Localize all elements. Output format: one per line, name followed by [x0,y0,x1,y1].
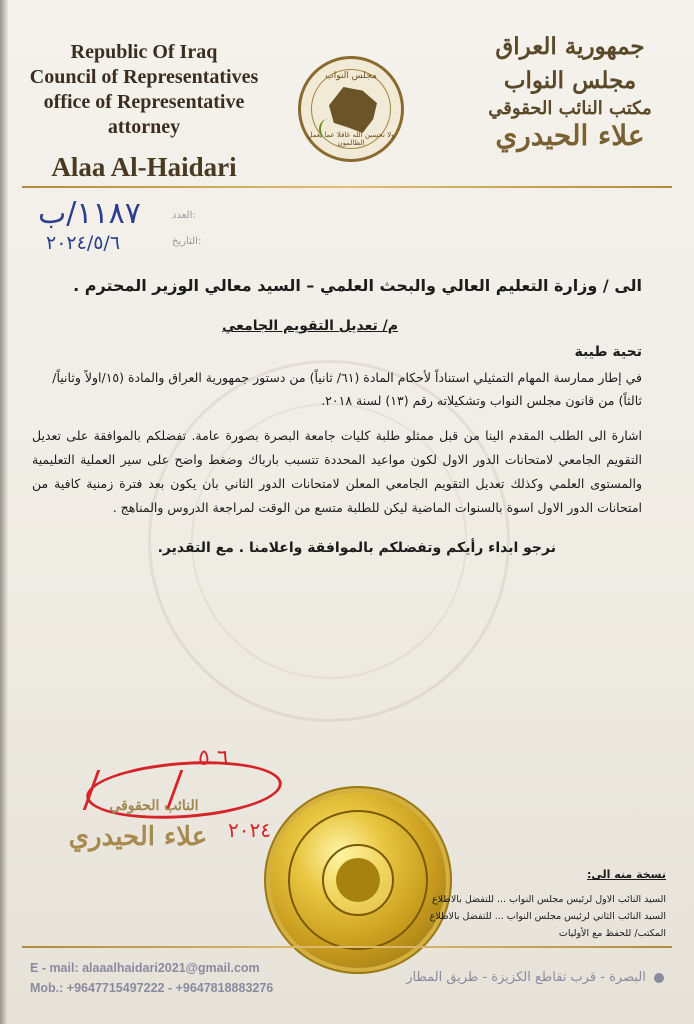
header-ar-name: علاء الحيدري [495,119,645,152]
footer-address: البصرة - قرب تقاطع الكزيزة - طريق المطار [406,970,646,985]
paragraph-legal-basis: في إطار ممارسة المهام التمثيلي استناداً لأحكام المادة (٦١/ ثانياً) من دستور جمهورية العراق والمادة (١٥/اولاً وثانياً/ ثالثاً) من قانون مجلس النواب وتشكيلاته رقم (١٣) لسنة ٢٠١٨. [52,370,642,408]
reference-block [38,196,202,254]
header-arabic [470,30,670,152]
header-en-council: Council of Representatives [29,66,259,88]
location-pin-icon [654,973,664,983]
footer-mobile: Mob.: +9647715497222 - +9647818883276 [30,981,274,995]
paragraph-request: اشارة الى الطلب المقدم الينا من قبل ممثلو طلبة كليات جامعة البصرة بصورة عامة. تفضلكم بالموافقة على تعديل التقويم الجامعي لامتحانات الدور الاول لكون مواعيد المحددة تتسبب بارباك وضغط واضح على سير العملية التعليمية والمستوى العلمي وكذلك تعديل التقويم الجامعي المعلن لامتحانات الدور الثاني بان يكون بعد فترة زمنية كافية من امتحانات الدور الاول اسوة بالسنوات الماضية ليكن للطلبة متسع من الوقت لمراجعة الدروس والمناهج . [32,428,642,515]
copies-heading: نسخة منه الى: [587,868,666,881]
header-divider [22,186,672,188]
copies-list [426,868,666,942]
signature-title: النائب الحقوقي [109,798,199,814]
emblem-label: مجلس النواب [325,71,377,81]
addressee: الى / وزارة التعليم العالي والبحث العلمي – السيد معالي الوزير المحترم . [73,276,642,295]
copy-item: السيد النائب الثاني لرئيس مجلس النواب ... للتفضل بالاطلاع [429,911,666,922]
reference-number-label: العدد: [172,210,196,221]
header-english [24,40,264,183]
header-ar-office: مكتب النائب الحقوقي [488,98,652,119]
header-ar-country: جمهورية العراق [495,33,645,60]
paragraph-closing: نرجو ابداء رأيكم وتفضلكم بالموافقة واعلامنا . مع التقدير. [157,540,556,556]
header-en-name: Alaa Al-Haidari [51,152,237,182]
signature-marks: ٦ ٥ [198,746,229,771]
subject-line: م/ تعديل التقويم الجامعي [222,318,398,334]
council-emblem-logo [298,56,404,162]
emblem-motto: ولا تحسبن الله غافلا عما يعمل الظالمون [307,131,395,147]
header-en-office: office of Representative attorney [43,91,245,138]
seal-center [336,858,380,902]
header-ar-council: مجلس النواب [503,67,637,94]
reference-number: ١١٨٧/ب [38,196,141,231]
footer-divider [22,946,672,948]
gold-seal-stamp [270,792,446,968]
copy-item: المكتب/ للحفظ مع الأوليات [558,928,666,939]
copy-item: السيد النائب الاول لرئيس مجلس النواب ... للتفضل بالاطلاع [431,894,666,905]
footer-address-block [406,970,664,985]
footer-contact [30,958,273,998]
reference-date-label: التاريخ: [172,236,202,247]
footer-email: E - mail: alaaalhaidari2021@gmail.com [30,961,260,975]
paper-edge-shadow [0,0,8,1024]
signature-name: علاء الحيدري [68,822,208,852]
greeting: تحية طيبة [574,344,642,360]
header-en-country: Republic Of Iraq [70,41,218,63]
signature-year: ٢٠٢٤ [228,818,271,842]
reference-date: ٢٠٢٤/٥/٦ [46,232,121,254]
